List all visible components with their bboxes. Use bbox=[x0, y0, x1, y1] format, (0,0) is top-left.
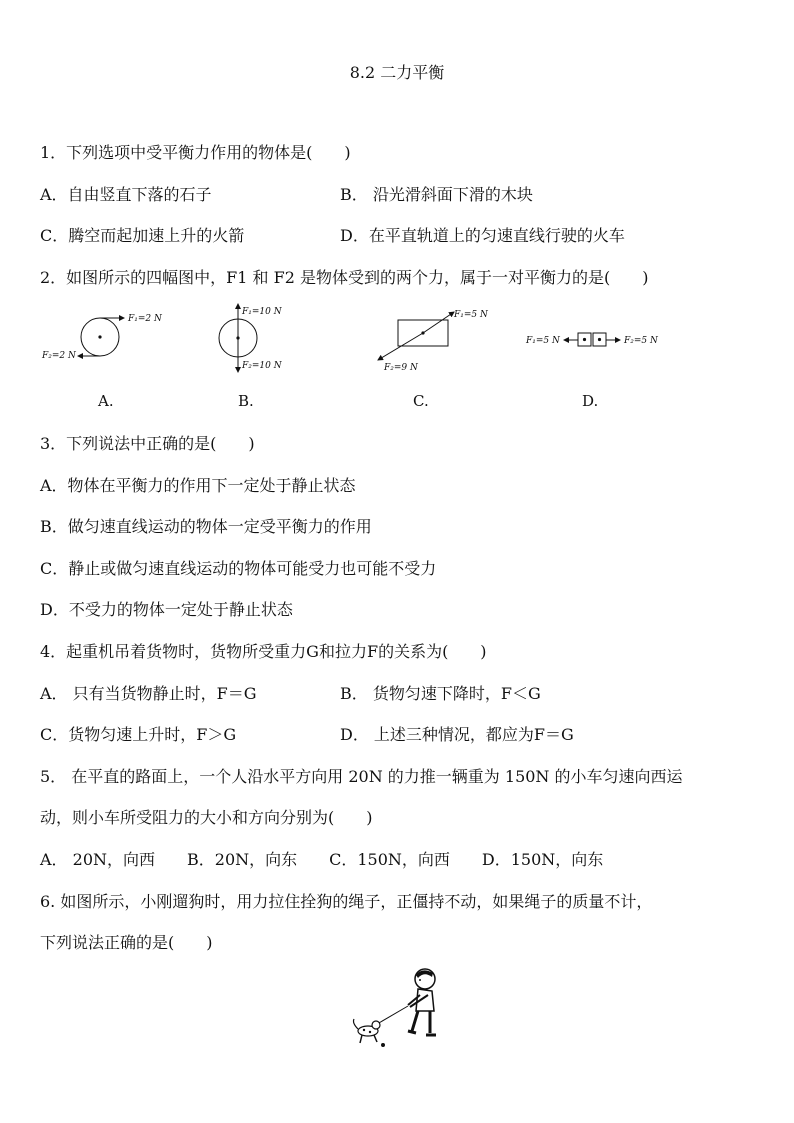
figure-a-f2-label: F₂=2 N bbox=[42, 351, 76, 361]
figure-caption-c: C. bbox=[413, 392, 429, 410]
q3-option-d: D．不受力的物体一定处于静止状态 bbox=[40, 600, 293, 619]
figure-d-f2-label: F₂=5 N bbox=[624, 336, 658, 346]
figure-a-f1-label: F₁=2 N bbox=[128, 314, 162, 324]
figure-caption-d: D. bbox=[582, 392, 599, 410]
figure-caption-a: A. bbox=[98, 392, 114, 410]
figure-c-f2-label: F₂=9 N bbox=[384, 363, 418, 373]
q6-stem-line-1: 6. 如图所示，小刚遛狗时，用力拉住拴狗的绳子，正僵持不动，如果绳子的质量不计， bbox=[40, 892, 653, 911]
q1-option-d: D．在平直轨道上的匀速直线行驶的火车 bbox=[340, 226, 625, 245]
q3-stem: 3．下列说法中正确的是( ) bbox=[40, 434, 255, 453]
page-title: 8.2 二力平衡 bbox=[349, 63, 445, 82]
boy-walking-dog-illustration bbox=[350, 965, 450, 1060]
figure-c-f1-label: F₁=5 N bbox=[454, 310, 488, 320]
figure-b bbox=[219, 304, 283, 372]
figure-b-f2-label: F₂=10 N bbox=[242, 361, 282, 371]
q4-option-c: C．货物匀速上升时，F＞G bbox=[40, 725, 237, 744]
q1-option-b: B． 沿光滑斜面下滑的木块 bbox=[340, 185, 533, 204]
q5-stem-line-1: 5． 在平直的路面上，一个人沿水平方向用 20N 的力推一辆重为 150N 的小车匀速向西运 bbox=[40, 767, 683, 786]
figure-a bbox=[41, 314, 163, 361]
q3-option-a: A．物体在平衡力的作用下一定处于静止状态 bbox=[40, 476, 356, 495]
figure-d bbox=[525, 333, 659, 346]
q4-stem: 4．起重机吊着货物时，货物所受重力G和拉力F的关系为( ) bbox=[40, 642, 487, 661]
q4-option-b: B． 货物匀速下降时，F＜G bbox=[340, 684, 541, 703]
q1-stem: 1．下列选项中受平衡力作用的物体是( ) bbox=[40, 143, 351, 162]
q5-stem-line-2: 动，则小车所受阻力的大小和方向分别为( ) bbox=[40, 808, 373, 827]
q2-stem: 2．如图所示的四幅图中，F1 和 F2 是物体受到的两个力，属于一对平衡力的是( ) bbox=[40, 268, 649, 287]
q3-option-b: B．做匀速直线运动的物体一定受平衡力的作用 bbox=[40, 517, 372, 536]
q6-stem-line-2: 下列说法正确的是( ) bbox=[40, 933, 213, 952]
figure-caption-b: B. bbox=[238, 392, 254, 410]
figure-d-f1-label: F₁=5 N bbox=[526, 336, 560, 346]
q1-option-a: A．自由竖直下落的石子 bbox=[40, 185, 212, 204]
figure-b-f1-label: F₁=10 N bbox=[242, 307, 282, 317]
q4-option-a: A． 只有当货物静止时，F＝G bbox=[40, 684, 257, 703]
q3-option-c: C．静止或做匀速直线运动的物体可能受力也可能不受力 bbox=[40, 559, 437, 578]
figure-c bbox=[378, 310, 489, 373]
q5-options: A． 20N，向西 B．20N，向东 C．150N，向西 D．150N，向东 bbox=[40, 850, 604, 869]
q4-option-d: D． 上述三种情况，都应为F＝G bbox=[340, 725, 574, 744]
q1-option-c: C．腾空而起加速上升的火箭 bbox=[40, 226, 245, 245]
q2-force-figures bbox=[40, 300, 740, 380]
